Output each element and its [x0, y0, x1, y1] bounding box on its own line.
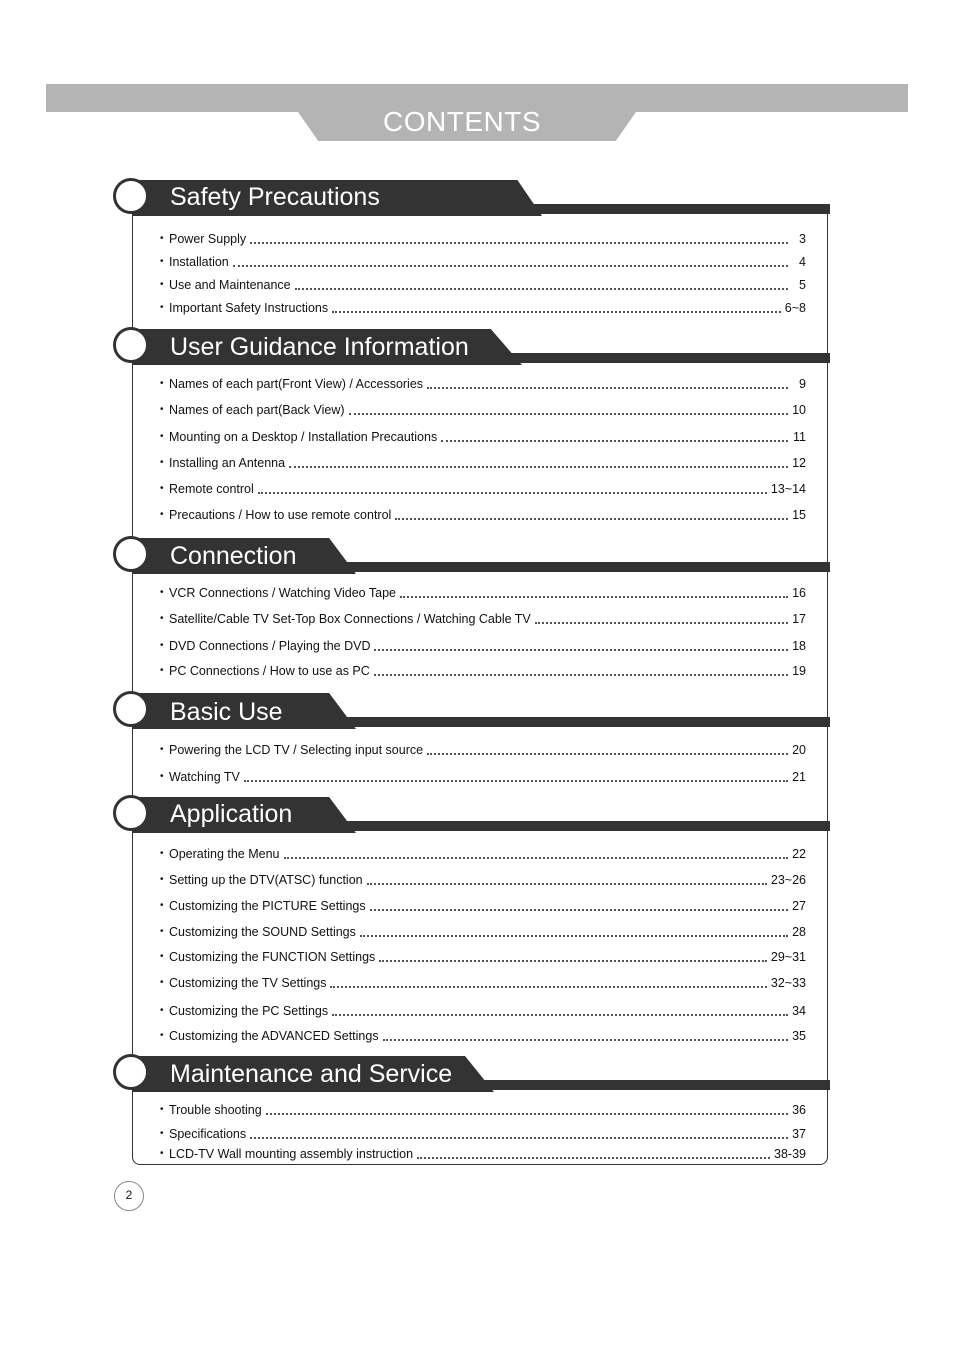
- bullet-icon: •: [160, 302, 164, 313]
- dot-leader: [379, 960, 767, 962]
- page-title: CONTENTS: [383, 106, 541, 137]
- toc-entry[interactable]: • Mounting on a Desktop / Installation Precautions 11: [160, 430, 806, 444]
- dot-leader: [370, 909, 788, 911]
- toc-entry[interactable]: • Important Safety Instructions 6~8: [160, 301, 806, 315]
- dot-leader: [250, 1137, 788, 1139]
- bullet-icon: •: [160, 665, 164, 676]
- toc-entry[interactable]: • Customizing the PICTURE Settings 27: [160, 899, 806, 913]
- dot-leader: [332, 1014, 788, 1016]
- bullet-icon: •: [160, 256, 164, 267]
- toc-entry[interactable]: • Trouble shooting 36: [160, 1103, 806, 1117]
- bullet-icon: •: [160, 874, 164, 885]
- dot-leader: [244, 780, 788, 782]
- bullet-icon: •: [160, 587, 164, 598]
- dot-leader: [330, 986, 766, 988]
- section-title: Safety Precautions: [170, 183, 380, 211]
- bullet-icon: •: [160, 771, 164, 782]
- bullet-icon: •: [160, 848, 164, 859]
- bullet-icon: •: [160, 233, 164, 244]
- section-title: Application: [170, 800, 293, 828]
- bullet-icon: •: [160, 279, 164, 290]
- bullet-icon: •: [160, 404, 164, 415]
- toc-entry[interactable]: • Names of each part(Back View) 10: [160, 403, 806, 417]
- toc-entry[interactable]: • Watching TV 21: [160, 770, 806, 784]
- section-circle-icon: [113, 691, 149, 727]
- bullet-icon: •: [160, 951, 164, 962]
- bullet-icon: •: [160, 640, 164, 651]
- bullet-icon: •: [160, 1005, 164, 1016]
- bullet-icon: •: [160, 1128, 164, 1139]
- toc-entry[interactable]: • Powering the LCD TV / Selecting input source 20: [160, 743, 806, 757]
- bullet-icon: •: [160, 378, 164, 389]
- dot-leader: [535, 622, 788, 624]
- toc-entry[interactable]: • Installing an Antenna 12: [160, 456, 806, 470]
- toc-entry[interactable]: • Setting up the DTV(ATSC) function 23~26: [160, 873, 806, 887]
- toc-entry[interactable]: • Names of each part(Front View) / Accessories 9: [160, 377, 806, 391]
- bullet-icon: •: [160, 431, 164, 442]
- dot-leader: [374, 649, 788, 651]
- section-circle-icon: [113, 795, 149, 831]
- dot-leader: [295, 288, 788, 290]
- toc-entry[interactable]: • VCR Connections / Watching Video Tape 16: [160, 586, 806, 600]
- toc-entry[interactable]: • Satellite/Cable TV Set-Top Box Connections / Watching Cable TV 17: [160, 612, 806, 626]
- bullet-icon: •: [160, 977, 164, 988]
- toc-entry[interactable]: • PC Connections / How to use as PC 19: [160, 664, 806, 678]
- toc-entry[interactable]: • Customizing the TV Settings 32~33: [160, 976, 806, 990]
- section-title: User Guidance Information: [170, 333, 469, 361]
- dot-leader: [250, 242, 788, 244]
- dot-leader: [349, 413, 788, 415]
- dot-leader: [266, 1113, 788, 1115]
- dot-leader: [233, 265, 788, 267]
- bullet-icon: •: [160, 1104, 164, 1115]
- section-title: Connection: [170, 542, 297, 570]
- bullet-icon: •: [160, 457, 164, 468]
- bullet-icon: •: [160, 613, 164, 624]
- toc-entry[interactable]: • Remote control 13~14: [160, 482, 806, 496]
- toc-entry[interactable]: • Installation 4: [160, 255, 806, 269]
- bullet-icon: •: [160, 509, 164, 520]
- toc-entry[interactable]: • Precautions / How to use remote control 15: [160, 508, 806, 522]
- bullet-icon: •: [160, 926, 164, 937]
- section-title: Maintenance and Service: [170, 1060, 453, 1088]
- dot-leader: [258, 492, 767, 494]
- dot-leader: [441, 440, 788, 442]
- page-number: 2: [114, 1181, 144, 1211]
- bullet-icon: •: [160, 1030, 164, 1041]
- toc-entry[interactable]: • LCD-TV Wall mounting assembly instruction 38-39: [160, 1147, 806, 1161]
- section-title: Basic Use: [170, 698, 283, 726]
- toc-entry[interactable]: • DVD Connections / Playing the DVD 18: [160, 639, 806, 653]
- dot-leader: [367, 883, 767, 885]
- dot-leader: [284, 857, 789, 859]
- dot-leader: [400, 596, 788, 598]
- toc-entry[interactable]: • Specifications 37: [160, 1127, 806, 1141]
- section-circle-icon: [113, 536, 149, 572]
- toc-entry[interactable]: • Power Supply 3: [160, 232, 806, 246]
- toc-entry[interactable]: • Use and Maintenance 5: [160, 278, 806, 292]
- dot-leader: [427, 387, 788, 389]
- toc-entry[interactable]: • Customizing the PC Settings 34: [160, 1004, 806, 1018]
- dot-leader: [360, 935, 788, 937]
- dot-leader: [289, 466, 788, 468]
- section-circle-icon: [113, 178, 149, 214]
- dot-leader: [427, 753, 788, 755]
- section-circle-icon: [113, 327, 149, 363]
- dot-leader: [332, 311, 781, 313]
- bullet-icon: •: [160, 483, 164, 494]
- dot-leader: [395, 518, 788, 520]
- dot-leader: [383, 1039, 788, 1041]
- dot-leader: [417, 1157, 770, 1159]
- bullet-icon: •: [160, 1148, 164, 1159]
- toc-entry[interactable]: • Operating the Menu 22: [160, 847, 806, 861]
- toc-entry[interactable]: • Customizing the SOUND Settings 28: [160, 925, 806, 939]
- section-circle-icon: [113, 1054, 149, 1090]
- toc-entry[interactable]: • Customizing the FUNCTION Settings 29~31: [160, 950, 806, 964]
- bullet-icon: •: [160, 744, 164, 755]
- bullet-icon: •: [160, 900, 164, 911]
- dot-leader: [374, 674, 788, 676]
- toc-entry[interactable]: • Customizing the ADVANCED Settings 35: [160, 1029, 806, 1043]
